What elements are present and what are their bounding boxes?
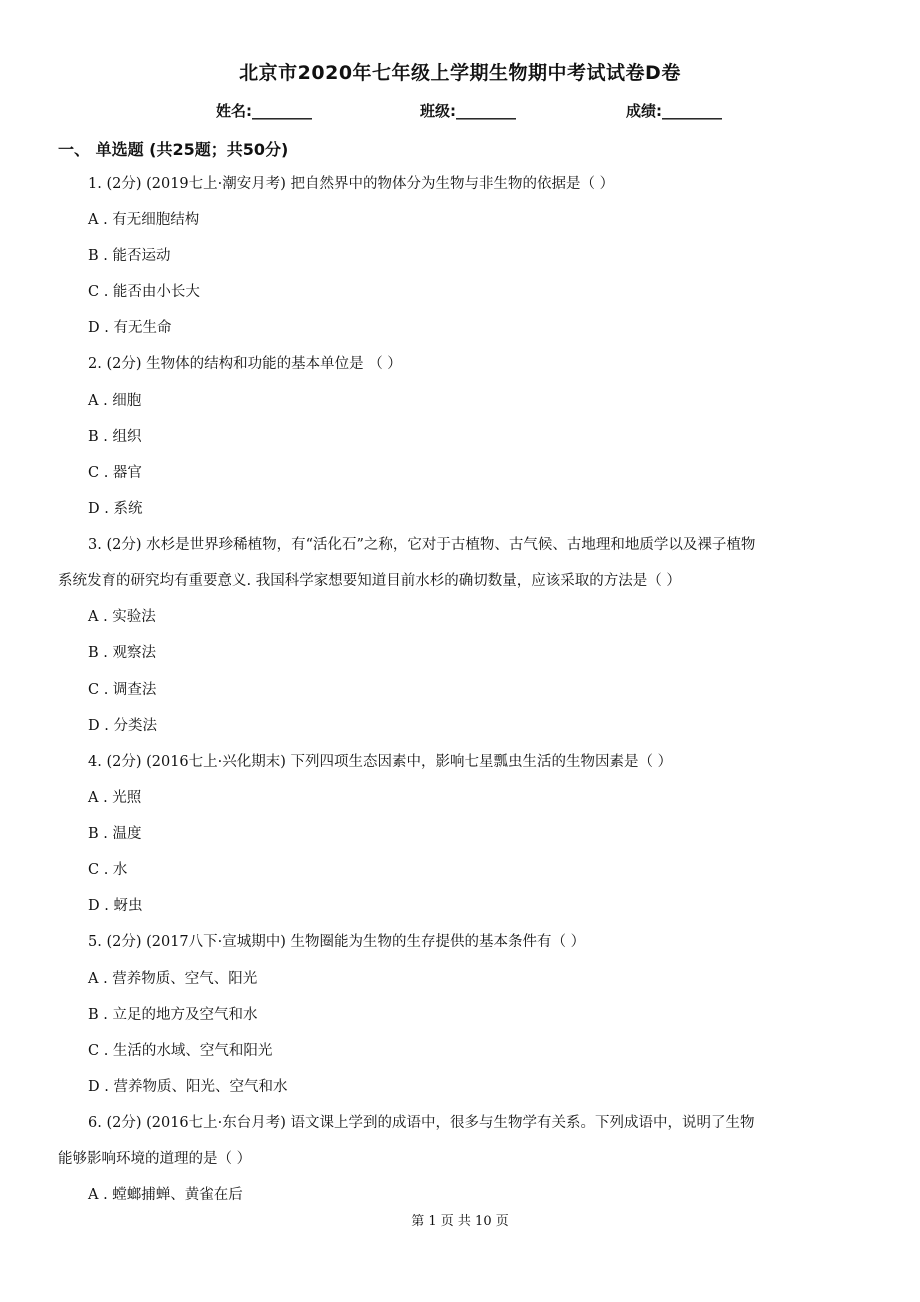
question-3-option-c: C . 调查法 [88,682,157,698]
page-footer: 第 1 页 共 10 页 [411,1214,509,1229]
question-4-option-a: A . 光照 [88,790,142,806]
question-1-stem: 1. (2分) (2019七上·潮安月考) 把自然界中的物体分为生物与非生物的依据是（ ） [88,176,615,192]
question-4-option-d: D . 蚜虫 [88,898,143,914]
question-2-stem: 2. (2分) 生物体的结构和功能的基本单位是 （ ） [88,356,402,372]
question-1-option-c: C . 能否由小长大 [88,284,200,300]
question-4-stem: 4. (2分) (2016七上·兴化期末) 下列四项生态因素中，影响七星瓢虫生活的生物因素是（ ） [88,754,673,770]
question-2-option-a: A . 细胞 [88,393,142,409]
question-1-option-a: A . 有无细胞结构 [88,212,200,228]
question-2-option-b: B . 组织 [88,429,142,445]
exam-title: 北京市2020年七年级上学期生物期中考试试卷D卷 [239,62,681,84]
question-5-option-d: D . 营养物质、阳光、空气和水 [88,1079,288,1095]
question-3-stem: 3. (2分) 水杉是世界珍稀植物，有“活化石”之称，它对于古植物、古气候、古地理和地质学以及裸子植物 [88,537,756,553]
question-6-option-a: A . 螳螂捕蝉、黄雀在后 [88,1187,243,1203]
question-2-option-c: C . 器官 [88,465,142,481]
score-field: 成绩:________ [626,102,722,120]
name-field: 姓名:________ [216,102,312,120]
question-5-option-c: C . 生活的水域、空气和阳光 [88,1043,273,1059]
question-3-option-a: A . 实验法 [88,609,156,625]
section-header: 一、 单选题 (共25题；共50分) [58,140,289,159]
question-1-option-d: D . 有无生命 [88,320,172,336]
question-6-stem: 6. (2分) (2016七上·东台月考) 语文课上学到的成语中，很多与生物学有关系。下列成语中，说明了生物 [88,1115,755,1131]
class-field: 班级:________ [420,102,516,120]
question-3-option-b: B . 观察法 [88,645,156,661]
question-3-option-d: D . 分类法 [88,718,157,734]
question-5-stem: 5. (2分) (2017八下·宣城期中) 生物圈能为生物的生存提供的基本条件有（ ） [88,934,586,950]
question-4-option-b: B . 温度 [88,826,142,842]
question-6-stem-continued: 能够影响环境的道理的是（ ） [58,1151,252,1167]
question-5-option-a: A . 营养物质、空气、阳光 [88,971,258,987]
question-5-option-b: B . 立足的地方及空气和水 [88,1007,258,1023]
question-3-stem-continued: 系统发育的研究均有重要意义. 我国科学家想要知道目前水杉的确切数量，应该采取的方法是（ ） [58,573,681,589]
question-2-option-d: D . 系统 [88,501,143,517]
question-4-option-c: C . 水 [88,862,128,878]
question-1-option-b: B . 能否运动 [88,248,171,264]
